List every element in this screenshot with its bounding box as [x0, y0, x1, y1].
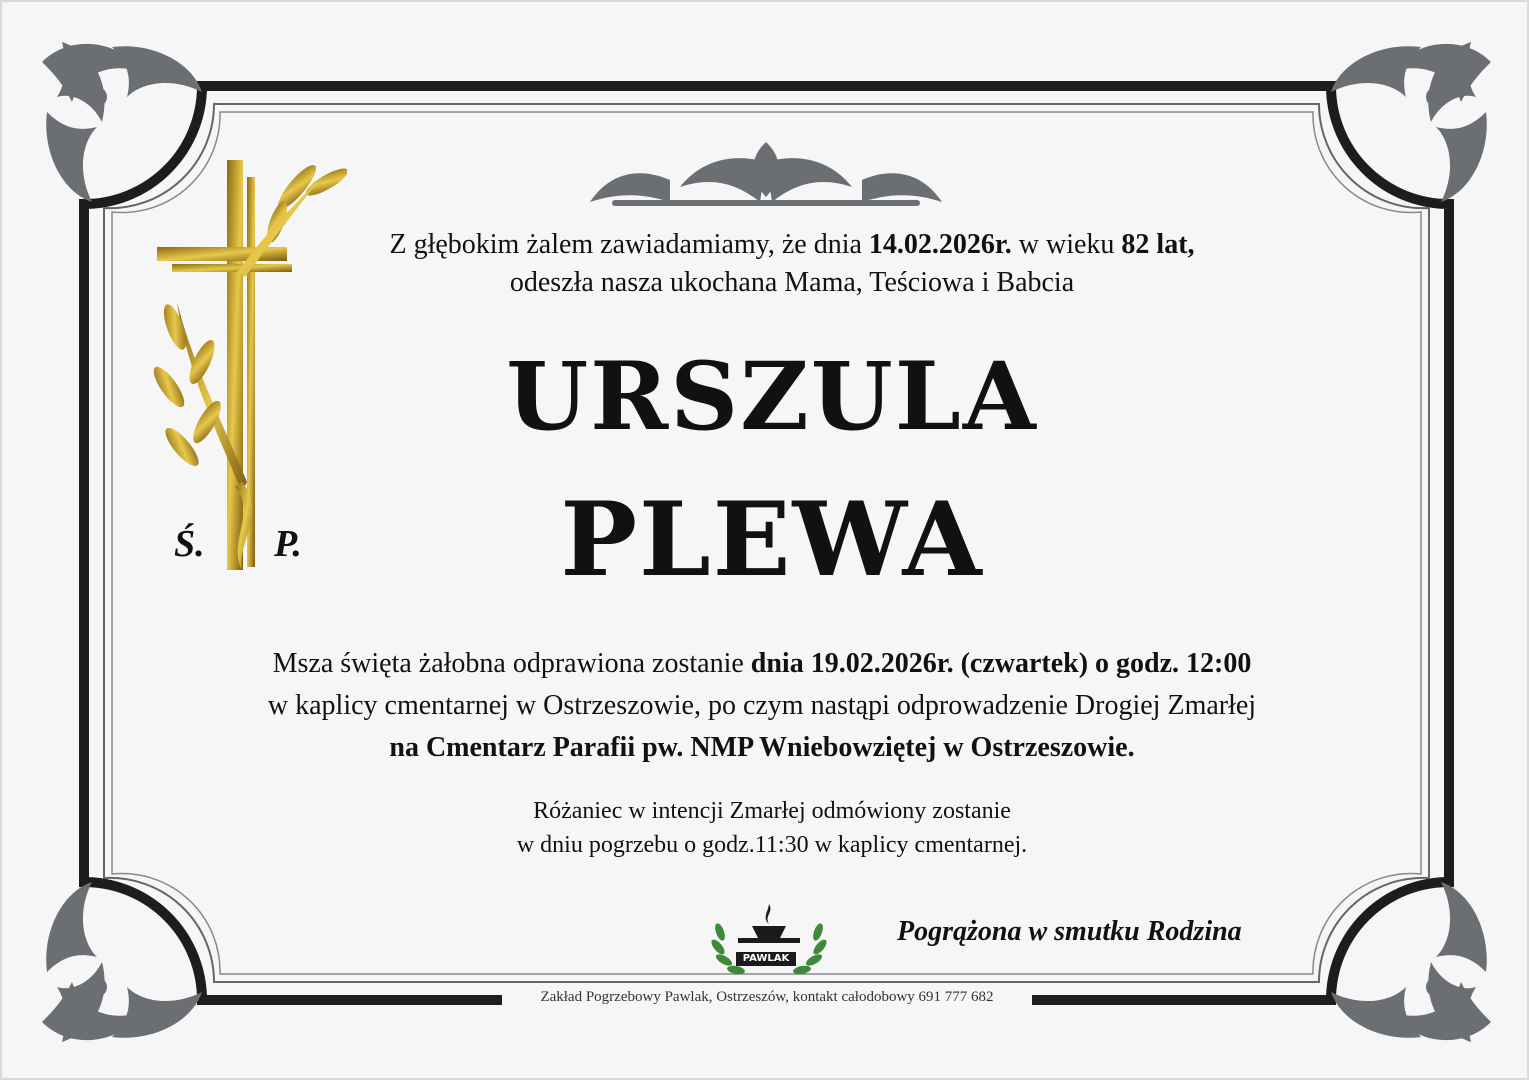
intro-line-2: odeszła nasza ukochana Mama, Teściowa i Babcia [509, 267, 1075, 298]
sp-left-initial: Ś. [174, 523, 205, 565]
corner-ornament-bottom-left [42, 882, 202, 1042]
rosary-line-1: Różaniec w intencji Zmarłej odmówiony zostanie [533, 798, 1011, 824]
rosary-info [222, 794, 1322, 862]
rosary-line-2: w dniu pogrzebu o godz.11:30 w kaplicy cmentarnej. [516, 832, 1028, 858]
corner-ornament-bottom-right [1331, 882, 1491, 1042]
intro-text-mid: w wieku [1011, 229, 1122, 260]
funeral-home-footer: Zakład Pogrzebowy Pawlak, Ostrzeszów, kontakt całodobowy 691 777 682 [502, 985, 1032, 1009]
sp-right-initial: P. [274, 523, 302, 565]
family-signature: Pogrążona w smutku Rodzina [897, 916, 1242, 947]
deceased-last-name: PLEWA [560, 480, 984, 600]
corner-ornament-top-right [1331, 42, 1491, 202]
deceased-first-name: URSZULA [506, 342, 1038, 452]
mass-line-3: na Cmentarz Parafii pw. NMP Wniebowziętej w Ostrzeszowie. [389, 732, 1135, 763]
mass-line-1 [122, 643, 1402, 685]
mass-text: Msza święta żałobna odprawiona zostanie [272, 648, 751, 679]
age: 82 lat, [1121, 229, 1195, 260]
announcement-intro [212, 226, 1372, 302]
death-date: 14.02.2026r. [868, 229, 1012, 260]
pawlak-logo [708, 902, 830, 980]
mass-line-2: w kaplicy cmentarnej w Ostrzeszowie, po czym nastąpi odprowadzenie Drogiej Zmarłej [267, 690, 1257, 721]
logo-label: PAWLAK [736, 952, 796, 966]
mass-date-time: dnia 19.02.2026r. (czwartek) o godz. 12:00 [750, 648, 1252, 679]
top-center-ornament [590, 142, 942, 206]
intro-line-1 [212, 226, 1372, 264]
intro-text: Z głębokim żalem zawiadamiamy, że dnia [389, 229, 869, 260]
funeral-mass-info [122, 643, 1402, 769]
